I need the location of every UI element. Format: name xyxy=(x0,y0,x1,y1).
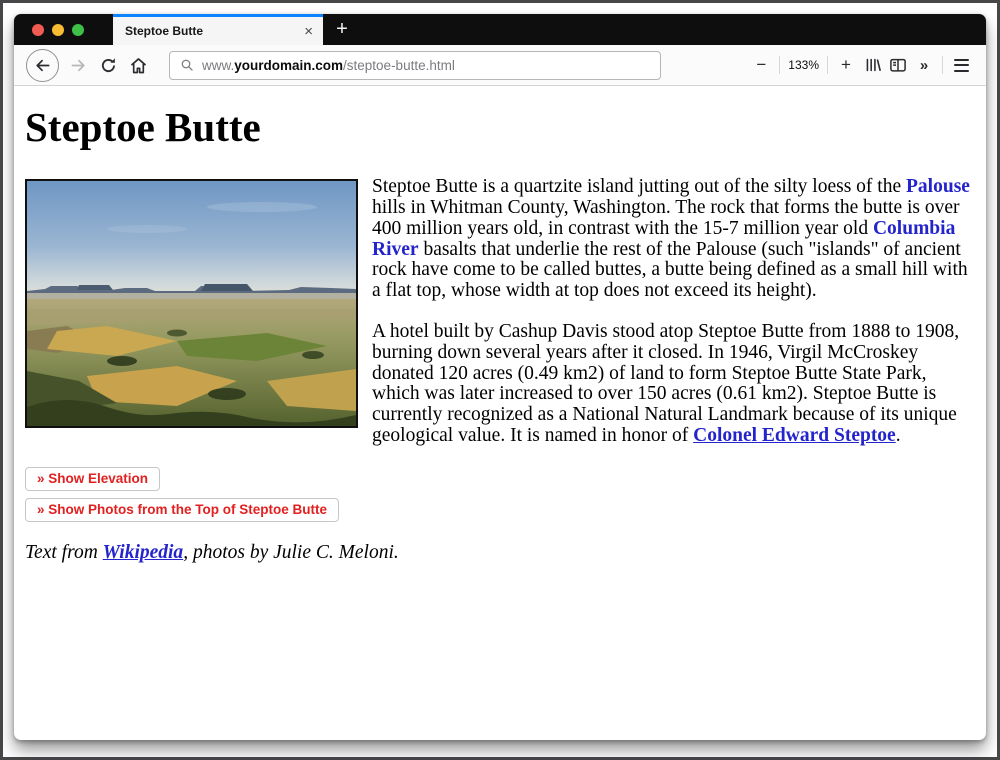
close-window-button[interactable] xyxy=(32,24,44,36)
search-icon xyxy=(179,57,195,73)
navigation-toolbar xyxy=(14,45,986,86)
credit-line: Text from Wikipedia, photos by Julie C. Meloni. xyxy=(25,541,399,563)
toolbar-separator xyxy=(779,56,780,74)
toolbar-separator xyxy=(827,56,828,74)
page-content xyxy=(14,87,986,740)
maximize-window-button[interactable] xyxy=(72,24,84,36)
palouse-landscape-image xyxy=(27,181,356,426)
sidebar-toggle-button[interactable] xyxy=(885,51,911,79)
paragraph-2-text: A hotel built by Cashup Davis stood atop Steptoe Butte from 1888 to 1908, burning down several years after it closed. In 1946, Virgil McCroskey donated 120 acres (0.49 km2) of land to form Steptoe Butte State Park, which was later increased to over 150 acres (0.61 km2). Steptoe Butte is currently recognized as a National Natural Landmark because of its unique geological value. It is named in honor of xyxy=(372,320,960,446)
page-title: Steptoe Butte xyxy=(25,104,261,150)
toolbar-separator xyxy=(942,56,943,74)
url-text xyxy=(202,58,455,73)
tab-title: Steptoe Butte xyxy=(125,24,203,38)
tab-close-icon[interactable]: × xyxy=(304,22,313,40)
show-photos-button[interactable]: » Show Photos from the Top of Steptoe Butte xyxy=(25,498,339,522)
library-button[interactable] xyxy=(859,51,885,79)
paragraph-1-text: Steptoe Butte is a quartzite island jutting out of the silty loess of the xyxy=(372,176,907,198)
paragraph-1: Steptoe Butte is a quartzite island jutting out of the silty loess of the Palouse hills in Whitman County, Washington. The rock that forms the butte is over 400 million years old, in contrast with the 15-7 million year old Columbia River basalts that underlie the rest of the Palouse (such "islands" of ancient rock have come to be called buttes, a butte being defined as a small hill with a flat top, whose width at top does not exceed its height). xyxy=(372,176,970,302)
link-palouse[interactable]: Palouse xyxy=(906,176,970,198)
zoom-out-button[interactable]: − xyxy=(756,55,767,74)
home-icon xyxy=(128,55,149,76)
link-columbia-river[interactable]: Columbia River xyxy=(372,217,956,260)
show-elevation-button[interactable]: » Show Elevation xyxy=(25,467,160,491)
tab-bar xyxy=(14,14,986,45)
zoom-in-button[interactable]: + xyxy=(841,55,851,74)
browser-window xyxy=(14,14,986,740)
overflow-menu-button[interactable]: » xyxy=(919,56,929,74)
menu-button[interactable] xyxy=(948,51,974,79)
new-tab-button[interactable]: + xyxy=(336,18,348,40)
reload-button[interactable] xyxy=(93,50,123,80)
library-icon xyxy=(862,55,882,75)
toggle-buttons xyxy=(25,467,975,522)
url-domain: yourdomain.com xyxy=(234,57,344,73)
minimize-window-button[interactable] xyxy=(52,24,64,36)
url-bar[interactable] xyxy=(169,51,661,80)
back-button[interactable] xyxy=(26,49,59,82)
url-subdomain: www. xyxy=(202,57,235,73)
back-arrow-icon xyxy=(32,55,53,76)
link-colonel-edward-steptoe[interactable]: Colonel Edward Steptoe xyxy=(693,424,896,446)
forward-arrow-icon xyxy=(68,55,89,76)
home-button[interactable] xyxy=(123,50,153,80)
link-wikipedia[interactable]: Wikipedia xyxy=(102,541,184,563)
reload-icon xyxy=(98,55,119,76)
tab-steptoe-butte[interactable] xyxy=(113,14,323,45)
forward-button[interactable] xyxy=(63,50,93,80)
zoom-level[interactable]: 133% xyxy=(788,58,819,72)
paragraph-2: A hotel built by Cashup Davis stood atop Steptoe Butte from 1888 to 1908, burning down several years after it closed. In 1946, Virgil McCroskey donated 120 acres (0.49 km2) of land to form Steptoe Butte State Park, which was later increased to over 150 acres (0.61 km2). Steptoe Butte is currently recognized as a National Natural Landmark because of its unique geological value. It is named in honor of Colonel Edward Steptoe. xyxy=(372,320,960,446)
sidebar-icon xyxy=(888,55,908,75)
credit-text: Text from xyxy=(25,541,103,563)
hamburger-icon xyxy=(954,59,969,61)
traffic-lights xyxy=(14,14,113,45)
steptoe-butte-photo xyxy=(25,179,358,428)
url-path: /steptoe-butte.html xyxy=(343,57,455,73)
